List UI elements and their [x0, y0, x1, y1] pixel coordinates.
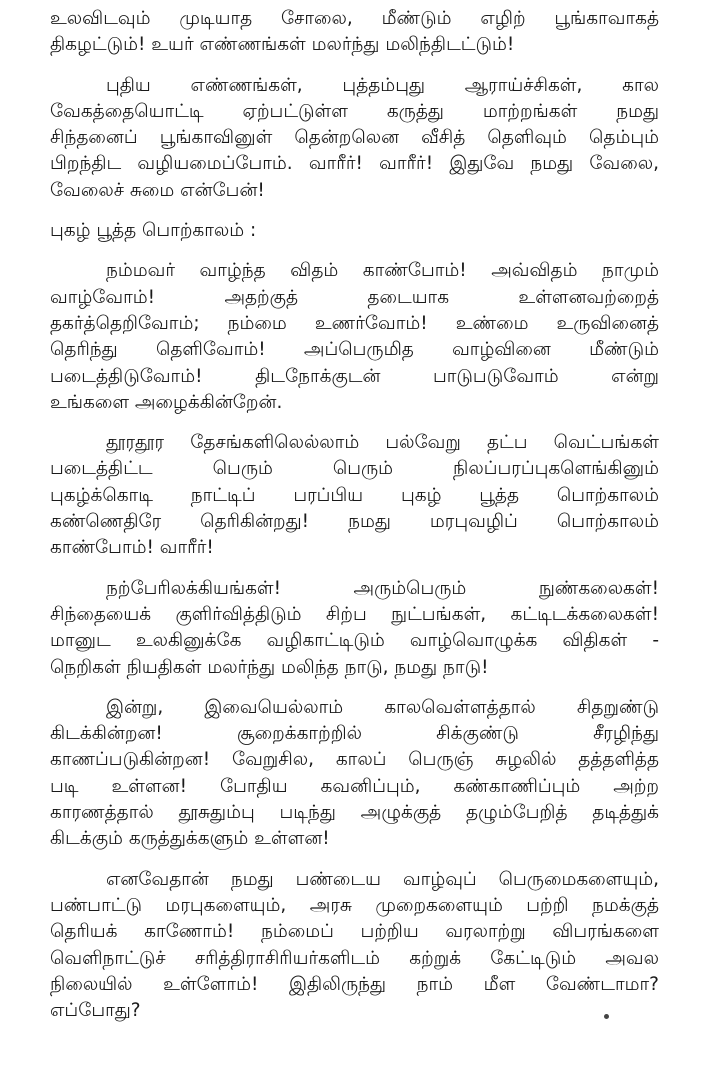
text-line: இன்று, இவையெல்லாம் காலவெள்ளத்தால் சிதறுண்டு [106, 696, 659, 718]
text-line: உங்களை அழைக்கின்றேன். [50, 391, 283, 413]
text-line: படி உள்ளன! போதிய கவனிப்பும், கண்காணிப்பும் அற்ற [50, 775, 659, 797]
paragraph-6 [50, 695, 659, 853]
text-line: தெரிந்து தெளிவோம்! அப்பெருமித வாழ்வினை மீண்டும் [50, 339, 659, 361]
paragraph-7 [50, 867, 659, 1025]
text-line: நம்மவர் வாழ்ந்த விதம் காண்போம்! அவ்விதம் நாமும் [106, 260, 659, 282]
text-line: பண்பாட்டு மரபுகளையும், அரசு முறைகளையும் பற்றி நமக்குத் [50, 894, 659, 916]
text-line: வேகத்தையொட்டி ஏற்பட்டுள்ள கருத்து மாற்றங்கள் நமது [50, 100, 659, 122]
paragraph-2 [50, 73, 659, 204]
text-line: எப்போது? [50, 1000, 141, 1022]
text-line: சிந்தையைக் குளிர்வித்திடும் சிற்ப நுட்பங்கள், கட்டிடக்கலைகள்! [50, 603, 659, 625]
text-line: காண்போம்! வாரீர்! [50, 537, 214, 559]
text-line: உலவிடவும் முடியாத சோலை, மீண்டும் எழிற் பூங்காவாகத் [50, 8, 659, 29]
paragraph-1 [50, 6, 659, 59]
text-line: நற்பேரிலக்கியங்கள்! அரும்பெரும் நுண்கலைகள்! [106, 577, 659, 599]
scan-speck [604, 1014, 609, 1019]
text-line: கண்ணெதிரே தெரிகின்றது! நமது மரபுவழிப் பொற்காலம் [50, 511, 659, 533]
text-line: புகழ்க்கொடி நாட்டிப் பரப்பிய புகழ் பூத்த பொற்காலம் [50, 484, 659, 506]
text-line: தூரதூர தேசங்களிலெல்லாம் பல்வேறு தட்ப வெட்பங்கள் [106, 432, 659, 454]
text-line: மானுட உலகினுக்கே வழிகாட்டிடும் வாழ்வொழுக்க விதிகள் - [50, 630, 659, 652]
text-line: வேலைச் சுமை என்பேன்! [50, 179, 265, 201]
text-line: தகர்த்தெறிவோம்; நம்மை உணர்வோம்! உண்மை உருவினைத் [50, 312, 659, 334]
text-line: காணப்படுகின்றன! வேறுசில, காலப் பெருஞ் சுழலில் தத்தளித்த [50, 749, 659, 771]
text-line: திகழட்டும்! உயர் எண்ணங்கள் மலர்ந்து மலிந்திடட்டும்! [50, 34, 515, 56]
paragraph-5 [50, 576, 659, 681]
text-line: தெரியக் காணோம்! நம்மைப் பற்றிய வரலாற்று விபரங்களை [50, 921, 659, 943]
text-line: கிடக்கின்றன! சூறைக்காற்றில் சிக்குண்டு சீரழிந்து [50, 723, 659, 745]
text-line: வாழ்வோம்! அதற்குத் தடையாக உள்ளனவற்றைத் [50, 286, 659, 308]
text-line: எனவேதான் நமது பண்டைய வாழ்வுப் பெருமைகளையும், [106, 868, 659, 890]
section-heading: புகழ் பூத்த பொற்காலம் : [50, 220, 257, 242]
text-line: காரணத்தால் தூசுதும்பு படிந்து அழுக்குத் தழும்பேறித் தடித்துக் [50, 802, 659, 824]
text-line: பிறந்திட வழியமைப்போம். வாரீர்! வாரீர்! இதுவே நமது வேலை, [50, 153, 659, 175]
text-line: படைத்திடுவோம்! திடநோக்குடன் பாடுபடுவோம் என்று [50, 365, 659, 387]
text-line: புதிய எண்ணங்கள், புத்தம்புது ஆராய்ச்சிகள், கால [106, 74, 659, 96]
paragraph-3 [50, 258, 659, 416]
text-line: சிந்தனைப் பூங்காவினுள் தென்றலென வீசித் தெளிவும் தெம்பும் [50, 127, 659, 149]
text-line: நெறிகள் நியதிகள் மலர்ந்து மலிந்த நாடு, நமது நாடு! [50, 656, 489, 678]
text-line: நிலையில் உள்ளோம்! இதிலிருந்து நாம் மீள வேண்டாமா? [50, 973, 659, 995]
text-line: வெளிநாட்டுச் சரித்திராசிரியர்களிடம் கற்றுக் கேட்டிடும் அவல [50, 947, 659, 969]
text-line: கிடக்கும் கருத்துக்களும் உள்ளன! [50, 828, 330, 850]
text-line: படைத்திட்ட பெரும் பெரும் நிலப்பரப்புகளெங்கினும் [50, 458, 659, 480]
paragraph-4 [50, 430, 659, 561]
